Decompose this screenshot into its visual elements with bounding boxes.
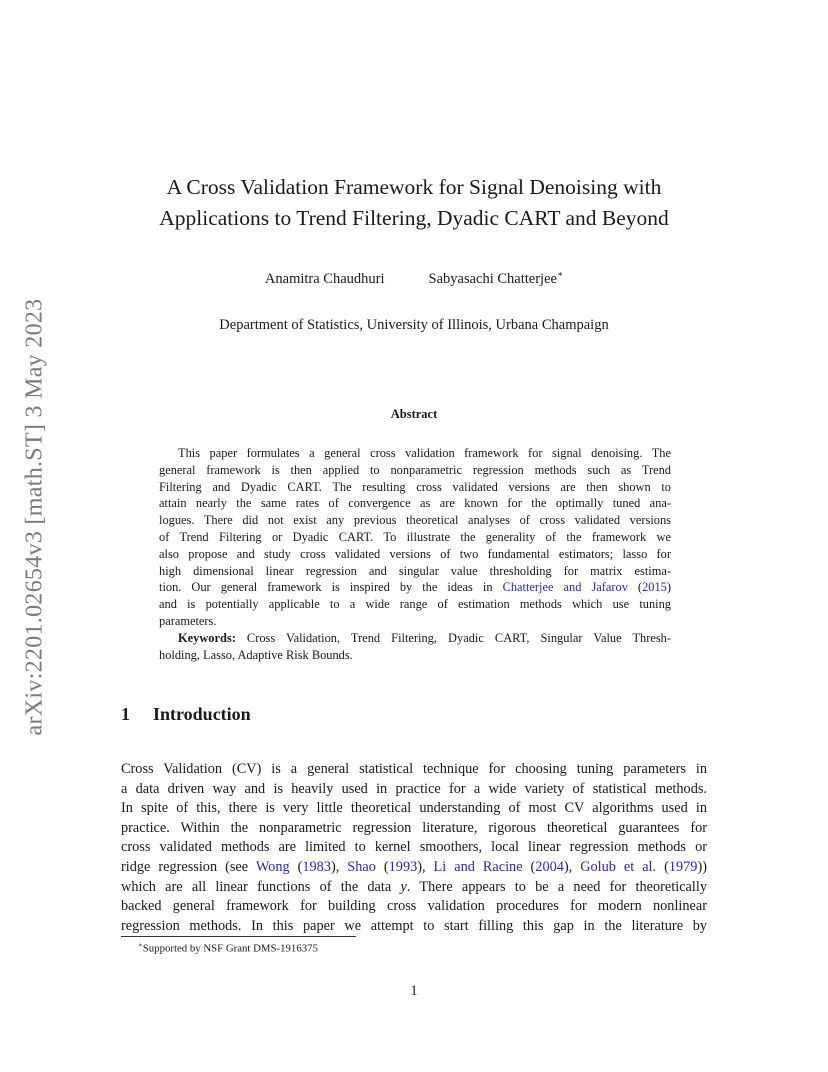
keywords-line (159, 630, 671, 647)
body-text-run: which are all linear functions of the data (121, 878, 401, 895)
paper-title (80, 172, 748, 234)
keywords-line: holding, Lasso, Adaptive Risk Bounds. (159, 647, 353, 662)
citation-year-link[interactable]: 1983 (302, 858, 331, 875)
body-text-run: ), (330, 858, 348, 875)
affiliation: Department of Statistics, University of Illinois, Urbana Champaign (219, 317, 609, 333)
body-line: a data driven way and is heavily used in practice for a wide variety of statistical methods. (121, 780, 707, 797)
abstract-text: tion. Our general framework is inspired by the ideas in (159, 580, 503, 595)
body-text-run: ( (375, 858, 389, 875)
citation-link[interactable]: Chatterjee and Jafarov (502, 580, 628, 595)
author-name: Sabyasachi Chatterjee (428, 270, 557, 287)
abstract-text: ( (627, 580, 643, 595)
footnote-marker: ∗ (138, 941, 143, 949)
body-text (121, 760, 707, 936)
body-text-run: ), (563, 858, 581, 875)
citation-link[interactable]: Shao (347, 858, 376, 875)
citation-year-link[interactable]: 1993 (388, 858, 418, 875)
section-heading (121, 704, 251, 725)
abstract-line: attain nearly the same rates of convergence as are known for the optimally tuned ana- (159, 496, 671, 511)
citation-year-link[interactable]: 2004 (535, 858, 564, 875)
citation-link[interactable]: Wong (255, 858, 290, 875)
footnote-marker: ∗ (556, 269, 564, 279)
body-text-run: ( (522, 858, 536, 875)
abstract-line (159, 579, 671, 596)
body-line: practice. Within the nonparametric regression literature, rigorous theoretical guarantees for (121, 819, 707, 836)
footnote-text: Supported by NSF Grant DMS-1916375 (142, 942, 318, 955)
body-line: Cross Validation (CV) is a general statistical technique for choosing tuning parameters in (121, 761, 707, 777)
abstract-line: of Trend Filtering or Dyadic CART. To illustrate the generality of the framework we (159, 529, 671, 544)
abstract-line: This paper formulates a general cross validation framework for signal denoising. The (178, 446, 671, 460)
keywords-text: Cross Validation, Trend Filtering, Dyadic CART, Singular Value Thresh- (235, 630, 671, 645)
abstract-line: general framework is then applied to nonparametric regression methods such as Trend (159, 462, 671, 477)
footnote (138, 941, 318, 955)
body-line: regression methods. In this paper we attempt to start filling this gap in the literature by (121, 917, 707, 934)
abstract-line: logues. There did not exist any previous theoretical analyses of cross validated versions (159, 513, 671, 528)
body-line: In spite of this, there is very little theoretical understanding of most CV algorithms used in (121, 800, 707, 817)
citation-year-link[interactable]: 1979 (668, 858, 698, 875)
body-text-run: ( (289, 858, 303, 875)
body-line: backed general framework for building cross validation procedures for modern nonlinear (121, 898, 707, 915)
body-text-run: ( (656, 858, 669, 875)
abstract-line: and is potentially applicable to a wide range of estimation methods which use tuning (159, 597, 671, 612)
arxiv-identifier: arXiv:2201.02654v3 [math.ST] 3 May 2023 (21, 298, 48, 736)
body-line (121, 858, 707, 878)
footnote-rule (121, 936, 356, 937)
body-text-run: . There appears to be a need for theoretically (406, 878, 707, 895)
body-line (121, 878, 707, 898)
keywords-label: Keywords: (178, 630, 236, 645)
title-line: A Cross Validation Framework for Signal Denoising with (166, 175, 662, 199)
body-text-run: ridge regression (see (121, 858, 256, 875)
author-list (0, 269, 828, 288)
title-line: Applications to Trend Filtering, Dyadic CART and Beyond (159, 206, 669, 230)
section-number: 1 (121, 704, 130, 724)
abstract-heading: Abstract (390, 407, 438, 421)
body-text-run: ), (417, 858, 434, 875)
citation-link[interactable]: Li and Racine (433, 858, 523, 875)
abstract-body (159, 445, 671, 663)
abstract-line: high dimensional linear regression and singular value thresholding for matrix estima- (159, 563, 671, 578)
section-title: Introduction (153, 704, 251, 724)
abstract-text: ) (666, 580, 671, 595)
citation-year-link[interactable]: 2015 (642, 580, 667, 595)
math-variable: y (400, 878, 407, 895)
body-text-run: )) (697, 858, 707, 875)
body-line: cross validated methods are limited to kernel smoothers, local linear regression methods or (121, 839, 707, 856)
abstract-line: Filtering and Dyadic CART. The resulting cross validated versions are then shown to (159, 479, 671, 494)
citation-link[interactable]: Golub et al. (580, 858, 657, 875)
abstract-line: parameters. (159, 613, 217, 628)
author-name: Anamitra Chaudhuri (264, 270, 385, 287)
page-number: 1 (410, 983, 418, 999)
abstract-line: also propose and study cross validated versions of two fundamental estimators; lasso for (159, 546, 671, 561)
